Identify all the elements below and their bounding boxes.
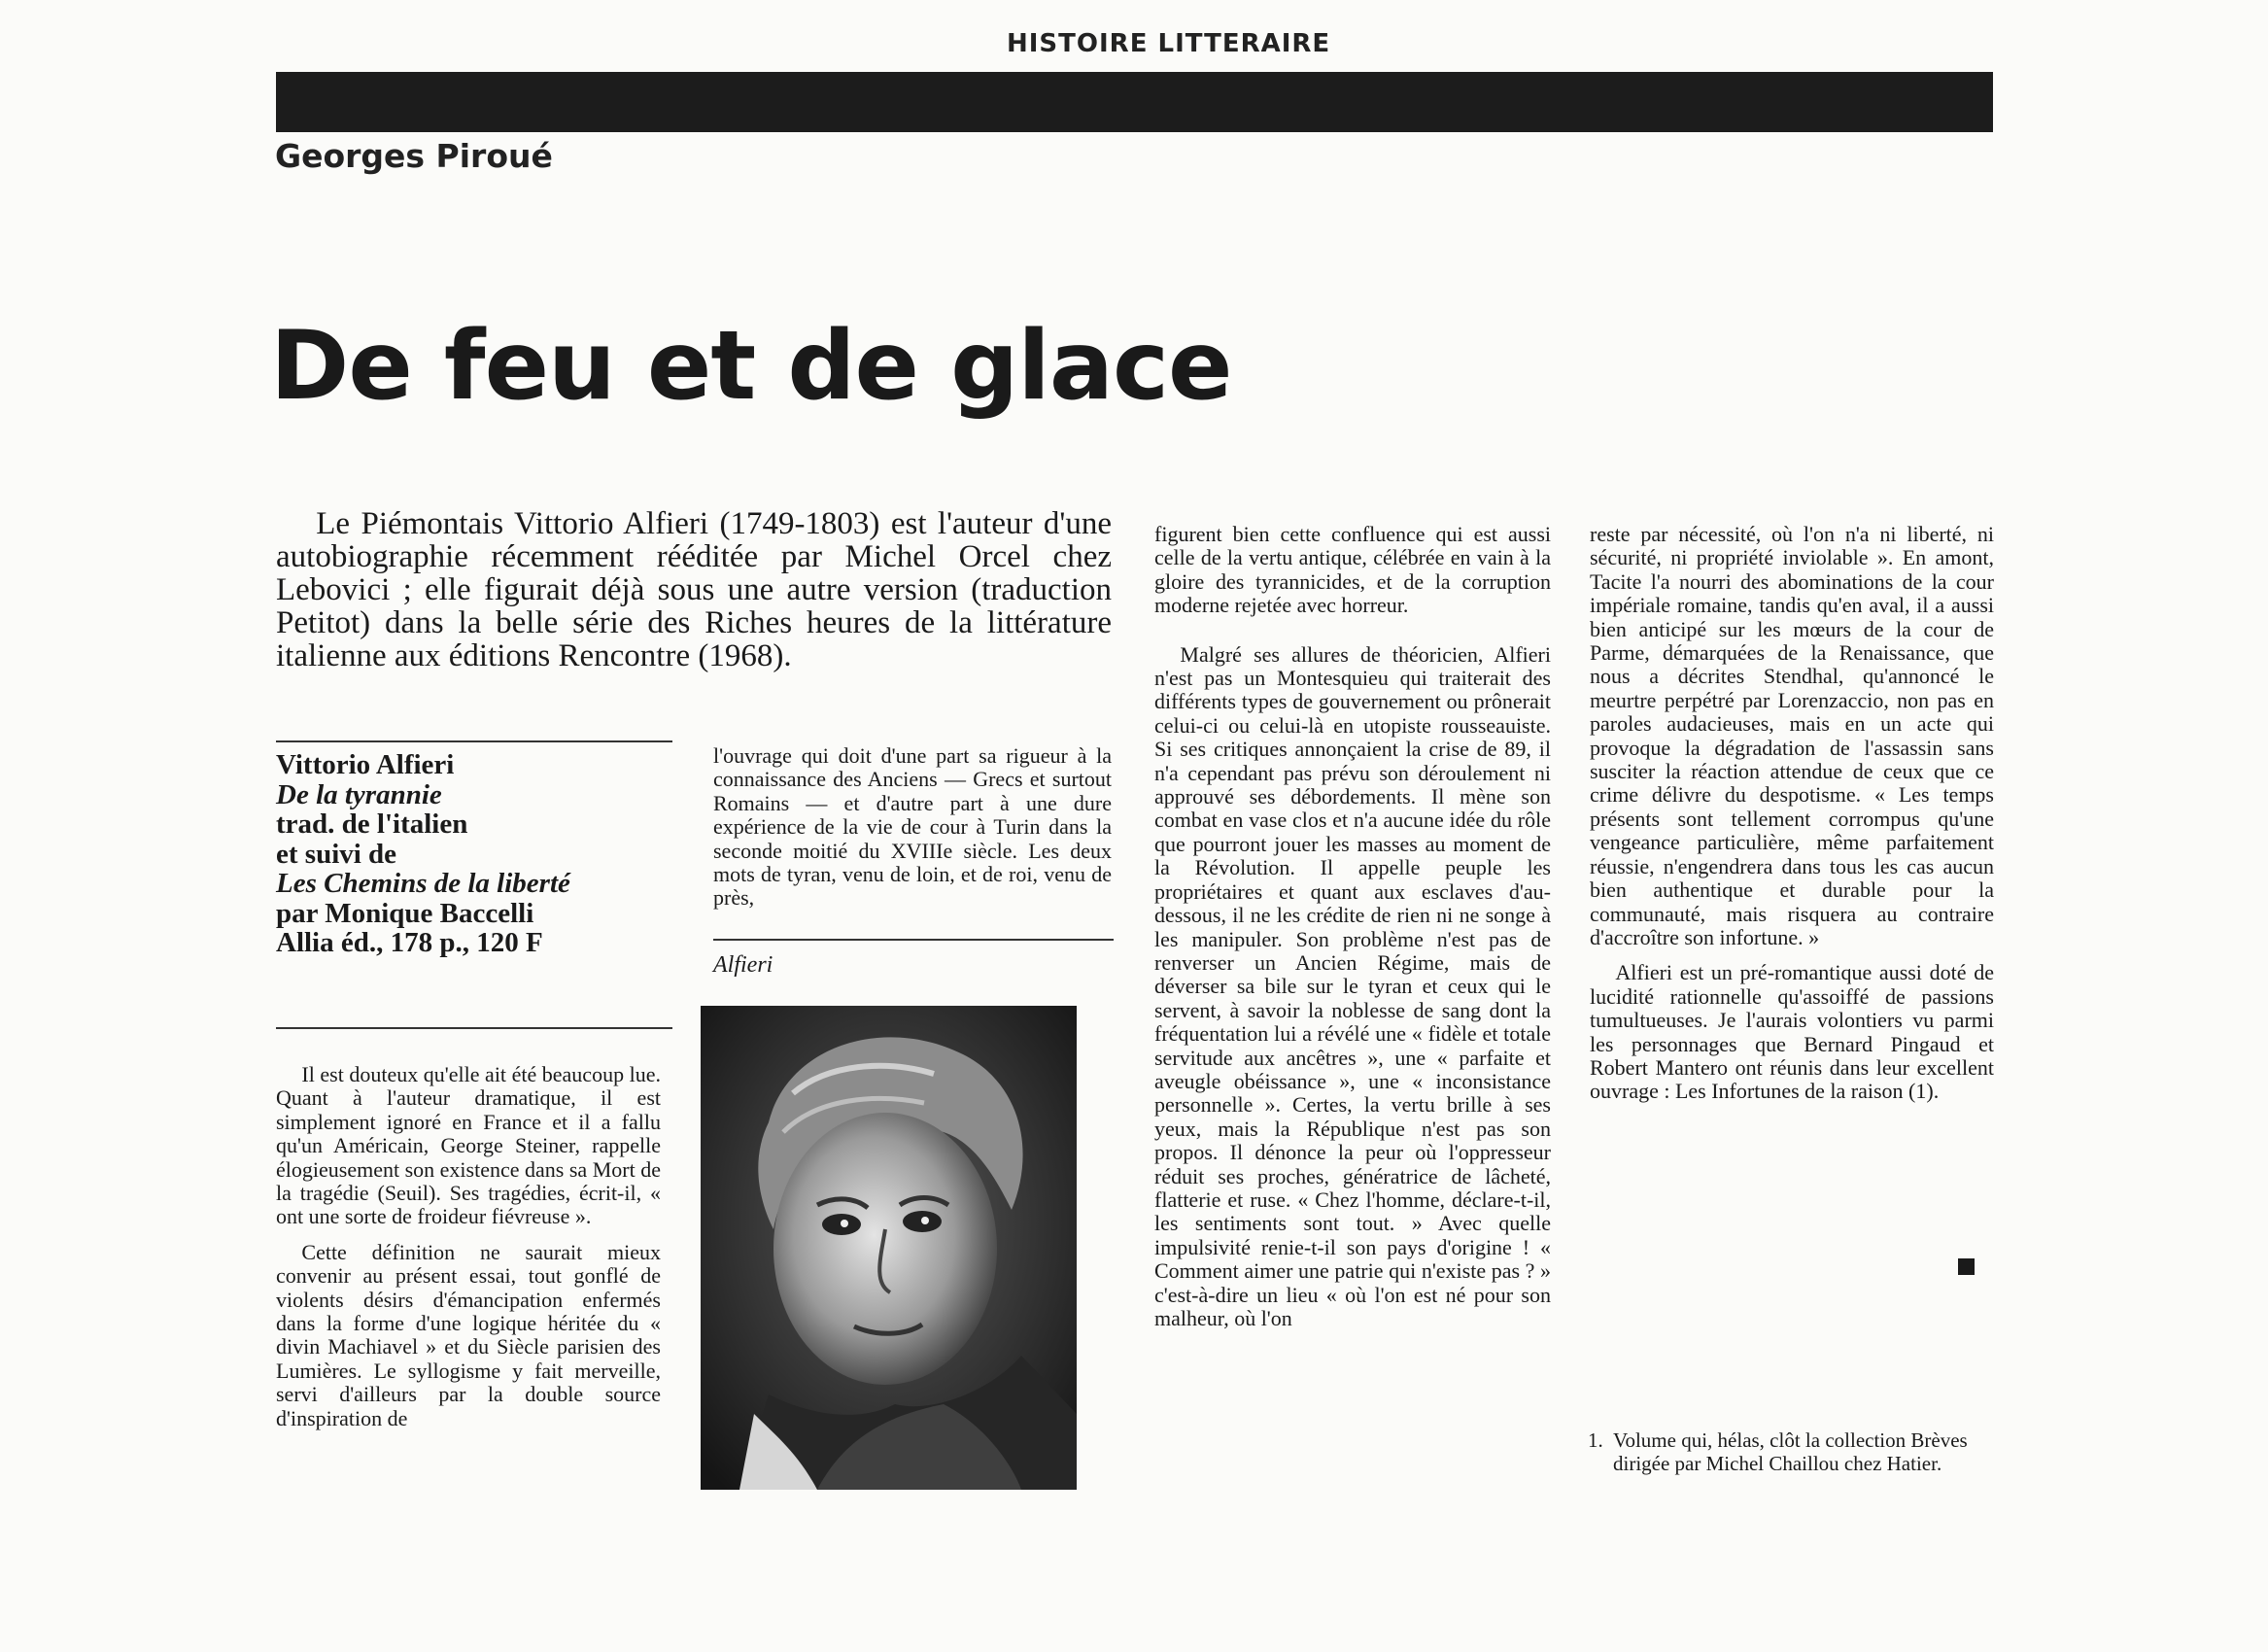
header-bar — [276, 72, 1993, 132]
book-reference — [276, 750, 684, 958]
article-column-3 — [1154, 523, 1551, 1330]
portrait-caption: Alfieri — [713, 952, 773, 978]
article-intro: Le Piémontais Vittorio Alfieri (1749-1803) est l'auteur d'une autobiographie récemment rééditée par Michel Orcel chez Lebovici ; elle figurait déjà sous une autre version (traduction Petitot) dans la belle série des Riches heures de la littérature italienne aux éditions Rencontre (1968). — [276, 506, 1112, 673]
article-author: Georges Piroué — [275, 137, 553, 175]
book-followed: et suivi de — [276, 838, 397, 870]
article-column-1 — [276, 1063, 661, 1430]
end-of-article-mark — [1958, 1258, 1975, 1275]
footnote-text: Volume qui, hélas, clôt la collection Brèves dirigée par Michel Chaillou chez Hatier. — [1613, 1428, 1968, 1475]
article-column-4 — [1590, 523, 1994, 1104]
portrait-engraving — [701, 1006, 1077, 1490]
book-translator: par Monique Baccelli — [276, 897, 534, 929]
book-title: De la tyrannie — [276, 778, 442, 810]
section-label: HISTOIRE LITTERAIRE — [1007, 29, 1331, 58]
portrait-image — [701, 1006, 1077, 1490]
paragraph: Cette définition ne saurait mieux convenir au présent essai, tout gonflé de violents désirs d'émancipation enfermés dans la forme d'une logique héritée du « divin Machiavel » et du Siècle parisien des Lumières. Le syllogisme y fait merveille, servi d'ailleurs par la double source d'inspiration de — [276, 1239, 661, 1430]
paragraph: Alfieri est un pré-romantique aussi doté de lucidité rationnelle qu'assoiffé de passions tumultueuses. Je l'aurais volontiers vu parmi les personnages que Bernard Pingaud et Robert Mantero ont réunis dans leur excellent ouvrage : Les Infortunes de la raison (1). — [1590, 960, 1994, 1104]
footnote-number: 1. — [1588, 1428, 1603, 1452]
paragraph: Il est douteux qu'elle ait été beaucoup lue. Quant à l'auteur dramatique, il est simplement ignoré en France et il a fallu qu'un Américain, George Steiner, rappelle élogieusement son existence dans sa Mort de la tragédie (Seuil). Ses tragédies, écrit-il, « ont une sorte de froideur fiévreuse ». — [276, 1062, 661, 1229]
paragraph: figurent bien cette confluence qui est aussi celle de la vertu antique, célébrée en vain à la gloire des tyrannicides, et de la corruption moderne rejetée avec horreur. — [1154, 522, 1551, 618]
paragraph: reste par nécessité, où l'on n'a ni liberté, ni sécurité, ni propriété inviolable ». En amont, Tacite l'a nourri des abominations de la cour impériale romaine, tandis qu'en aval, il a aussi bien anticipé sur les mœurs de la cour de Parme, démarquées de la Renaissance, que nous a décrites Stendhal, qu'annoncé le meurtre perpétré par Lorenzaccio, non pas en paroles audacieuses, mais en un acte qui provoque la dégradation de l'assassin sans susciter la réaction attendue de ceux que ce crime délivre du despotisme. « Les temps présents sont tellement corrompus qu'une vengeance particulière, même parfaitement réussie, n'engendrera dans tous les cas aucun bien authentique et durable pour la communauté, mais risquera au contraire d'accroître son infortune. » — [1590, 522, 1994, 949]
book-author: Vittorio Alfieri — [276, 749, 455, 780]
book-translation: trad. de l'italien — [276, 809, 468, 840]
divider — [276, 740, 672, 742]
book-publisher: Allia éd., 178 p., 120 F — [276, 927, 543, 958]
book-second-title: Les Chemins de la liberté — [276, 868, 570, 899]
paragraph: l'ouvrage qui doit d'une part sa rigueur à la connaissance des Anciens — Grecs et surtout Romains — et d'autre part à une dure expérience de la vie de cour à Turin dans la seconde moitié du XVIIIe siècle. Les deux mots de tyran, venu de loin, et de roi, venu de près, — [713, 743, 1112, 911]
divider — [276, 1027, 672, 1029]
divider — [713, 939, 1114, 941]
article-column-2 — [713, 744, 1112, 911]
article-headline: De feu et de glace — [270, 311, 1232, 422]
footnote — [1588, 1428, 1976, 1475]
paragraph: Malgré ses allures de théoricien, Alfieri n'est pas un Montesquieu qui traiterait des différents types de gouvernement ou prônerait celui-ci ou celui-là en utopiste rousseauiste. Si ses critiques annonçaient la crise de 89, il n'a cependant pas prévu son déroulement ni approuvé ses débordements. Il mène son combat en vase clos et n'a aucune idée du rôle que pourront jouer les masses au moment de la Révolution. Il appelle peuple les propriétaires et quant aux esclaves d'au-dessous, il ne les crédite de rien ni ne songe à les manipuler. Son problème n'est pas de renverser un Ancien Régime, mais de déverser sa bile sur le tyran et ceux qui le servent, à savoir la noblesse de sang dont la fréquentation lui a révélé une « fidèle et totale servitude aux ancêtres », une « parfaite et aveugle obéissance », une « inconsistance personnelle ». Certes, la vertu brille à ses yeux, mais la République n'est pas son propos. Il dénonce la peur où l'oppresseur réduit ses proches, génératrice de lâcheté, flatterie et ruse. « Chez l'homme, déclare-t-il, les sentiments sont tout. » Avec quelle impulsivité renie-t-il son pays d'origine ! « Comment aimer une patrie qui n'existe pas ? » c'est-à-dire un lieu « où l'on est né pour son malheur, où l'on — [1154, 641, 1551, 1330]
